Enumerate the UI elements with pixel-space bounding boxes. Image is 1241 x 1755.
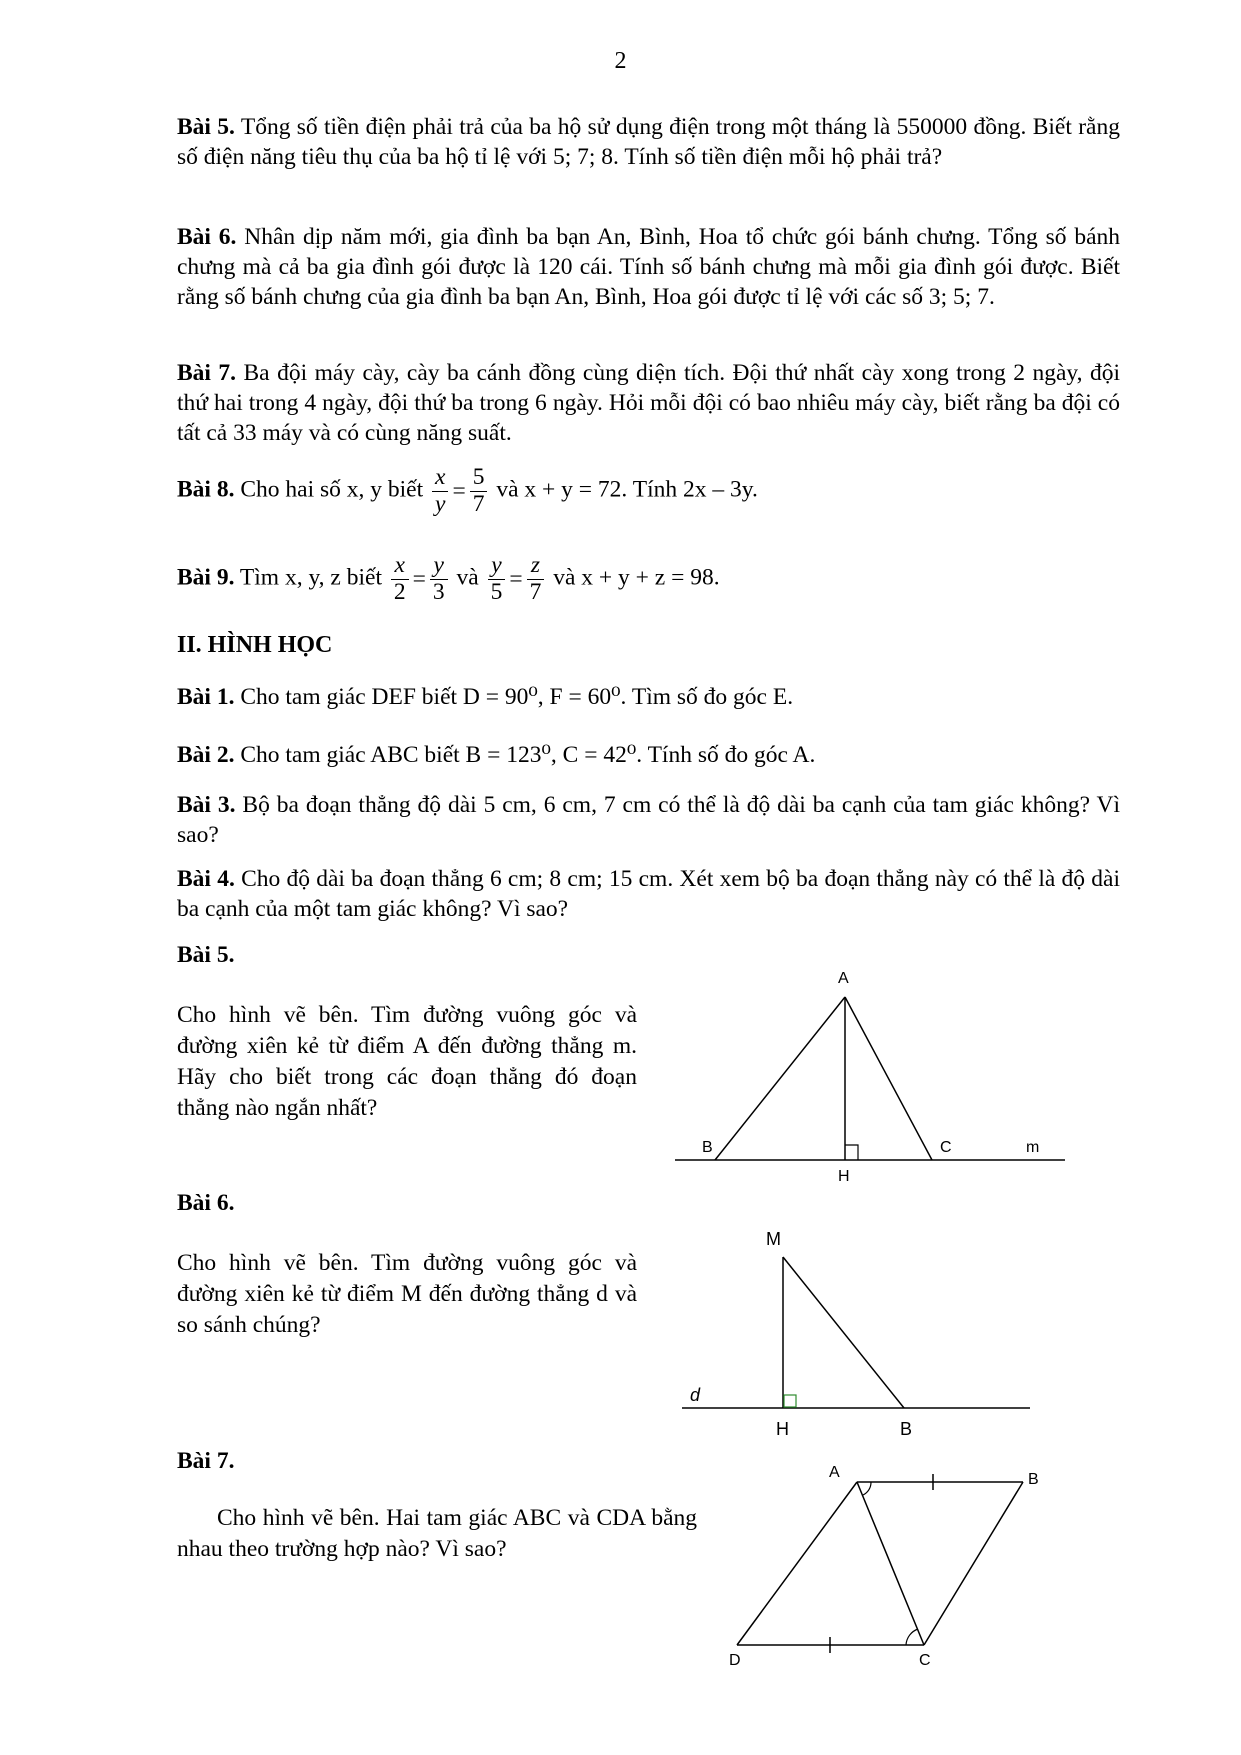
segment-bc bbox=[924, 1482, 1023, 1645]
label-m: M bbox=[766, 1229, 781, 1249]
fraction-y-over-3: $\frac{y}{3}$ bbox=[430, 553, 448, 606]
angle-arc-a bbox=[863, 1482, 871, 1495]
fraction-z-over-7: $\frac{z}{7}$ bbox=[527, 553, 545, 606]
problem-1-geometry: Bài 1. Cho tam giác DEF biết D = 90⁰, F = 60⁰. Tìm số đo góc E. bbox=[177, 684, 794, 710]
label-d: d bbox=[690, 1385, 701, 1405]
problem-7-algebra: Bài 7. Ba đội máy cày, cày ba cánh đồng cùng diện tích. Đội thứ nhất cày xong trong 2 ngày, đội thứ hai trong 4 ngày, đội thứ ba trong 6 ngày. Hỏi mỗi đội có bao nhiêu máy cày, biết rằng ba đội có tất cả 33 máy và có cùng năng suất. bbox=[177, 360, 1120, 446]
problem-5-geometry-text: Cho hình vẽ bên. Tìm đường vuông góc và đường xiên kẻ từ điểm A đến đường thẳng m. Hãy cho biết trong các đoạn thẳng đó đoạn thẳng nào ngắn nhất? bbox=[177, 1002, 637, 1121]
label-c: C bbox=[919, 1652, 931, 1669]
label-b: B bbox=[900, 1419, 913, 1439]
segment-ac bbox=[857, 1482, 924, 1645]
right-angle-mark bbox=[784, 1395, 796, 1407]
problem-4-geometry: Bài 4. Cho độ dài ba đoạn thẳng 6 cm; 8 cm; 15 cm. Xét xem bộ ba đoạn thẳng này có thể là độ dài ba cạnh của một tam giác không? Vì sao? bbox=[177, 866, 1120, 922]
label-d: D bbox=[729, 1652, 741, 1669]
problem-8-algebra: Bài 8. Cho hai số x, y biết $\frac{x}{y}$ = $\frac{5}{7}$ và x + y = 72. Tính 2x – 3y. bbox=[177, 464, 758, 517]
fraction-x-over-y: $\frac{x}{y}$ bbox=[432, 465, 448, 518]
label-h: H bbox=[776, 1419, 789, 1439]
label-a: A bbox=[838, 970, 849, 987]
label-b: B bbox=[1028, 1471, 1039, 1488]
problem-7-geometry-text: Cho hình vẽ bên. Hai tam giác ABC và CDA bằng nhau theo trường hợp nào? Vì sao? bbox=[177, 1505, 697, 1562]
fraction-y-over-5: $\frac{y}{5}$ bbox=[488, 553, 506, 606]
figure-6-perpendicular bbox=[680, 1225, 1040, 1450]
label-b: B bbox=[702, 1139, 713, 1156]
segment-ac bbox=[845, 997, 932, 1160]
angle-arc-c bbox=[906, 1629, 918, 1645]
segment-ad bbox=[737, 1482, 857, 1645]
segment-ab bbox=[715, 997, 845, 1160]
problem-2-geometry: Bài 2. Cho tam giác ABC biết B = 123⁰, C = 42⁰. Tính số đo góc A. bbox=[177, 742, 816, 768]
figure-7-parallelogram bbox=[715, 1455, 1060, 1670]
fraction-5-over-7: $\frac{5}{7}$ bbox=[470, 465, 488, 518]
figure-5-perpendicular bbox=[660, 955, 1080, 1195]
problem-5-algebra: Bài 5. Tổng số tiền điện phải trả của ba hộ sử dụng điện trong một tháng là 550000 đồng. Biết rằng số điện năng tiêu thụ của ba hộ tỉ lệ với 5; 7; 8. Tính số tiền điện mỗi hộ phải trả? bbox=[177, 114, 1120, 170]
problem-6-geometry-label: Bài 6. bbox=[177, 1190, 235, 1216]
problem-6-geometry-text: Cho hình vẽ bên. Tìm đường vuông góc và đường xiên kẻ từ điểm M đến đường thẳng d và so sánh chúng? bbox=[177, 1250, 637, 1338]
section-heading-geometry: II. HÌNH HỌC bbox=[177, 632, 333, 658]
label-m: m bbox=[1026, 1139, 1040, 1156]
problem-6-algebra: Bài 6. Nhân dịp năm mới, gia đình ba bạn An, Bình, Hoa tổ chức gói bánh chưng. Tổng số bánh chưng mà cả ba gia đình gói được là 120 cái. Tính số bánh chưng mà mỗi gia đình gói được. Biết rằng số bánh chưng của gia đình ba bạn An, Bình, Hoa gói được tỉ lệ với các số 3; 5; 7. bbox=[177, 224, 1120, 310]
label-c: C bbox=[940, 1139, 952, 1156]
problem-3-geometry: Bài 3. Bộ ba đoạn thẳng độ dài 5 cm, 6 cm, 7 cm có thể là độ dài ba cạnh của tam giác không? Vì sao? bbox=[177, 792, 1120, 848]
problem-7-geometry-label: Bài 7. bbox=[177, 1448, 235, 1474]
label-a: A bbox=[829, 1464, 840, 1481]
page-number: 2 bbox=[614, 48, 627, 74]
fraction-x-over-2: $\frac{x}{2}$ bbox=[391, 553, 409, 606]
right-angle-mark bbox=[845, 1145, 858, 1160]
problem-9-algebra: Bài 9. Tìm x, y, z biết $\frac{x}{2}$ = $\frac{y}{3}$ và $\frac{y}{5}$ = $\frac{z}{7}$ và x + y + z = 98. bbox=[177, 552, 720, 605]
label-h: H bbox=[838, 1168, 850, 1185]
problem-5-geometry-label: Bài 5. bbox=[177, 942, 235, 968]
segment-mb bbox=[783, 1257, 904, 1408]
